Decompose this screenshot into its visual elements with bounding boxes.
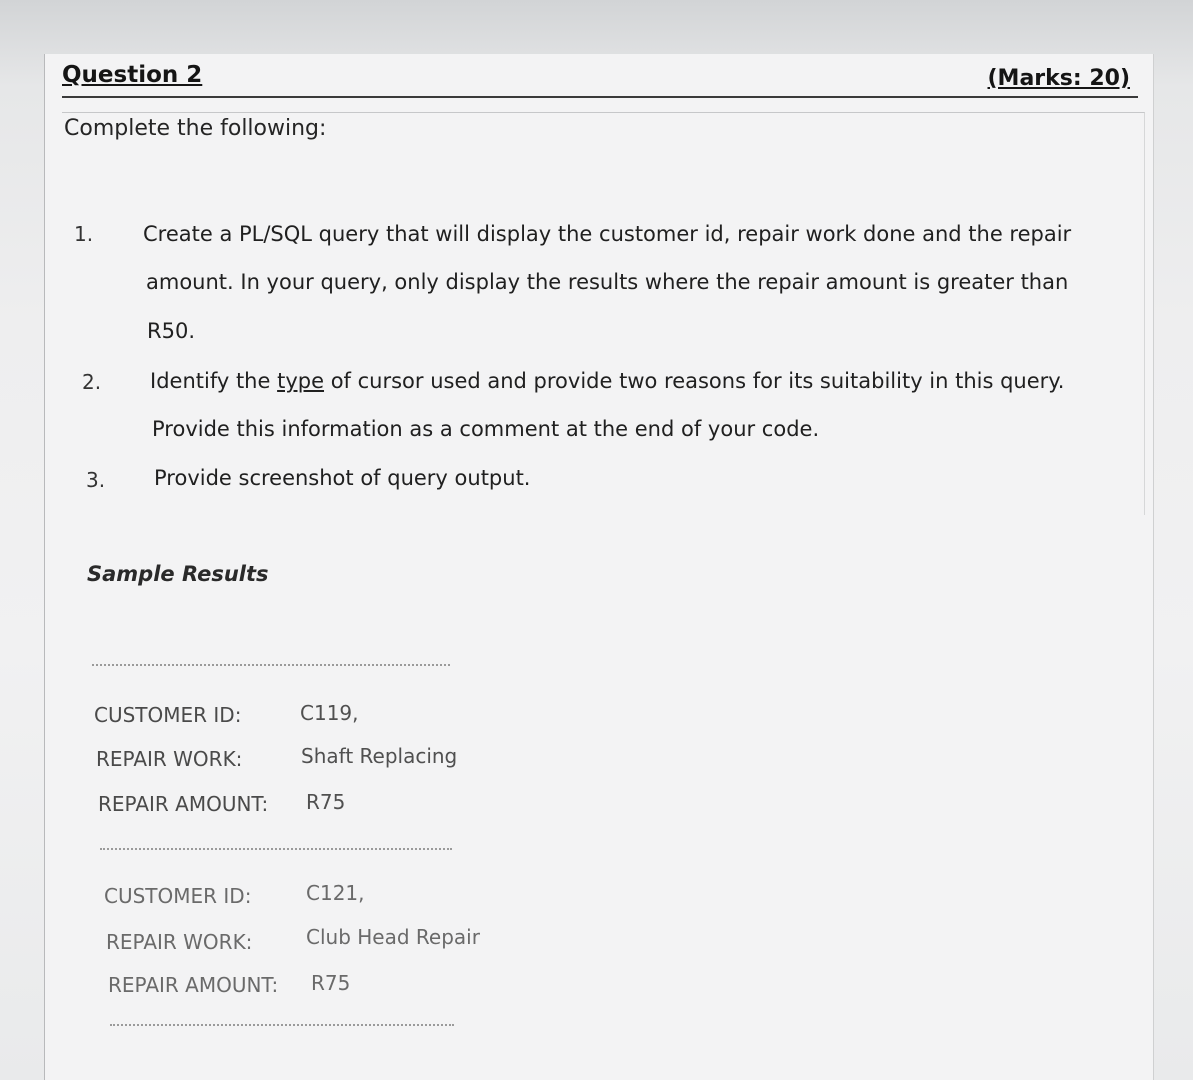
result-2-amount-value: R75 <box>311 971 351 995</box>
task-1-line-3: R50. <box>147 319 195 343</box>
task-1-number: 1. <box>74 222 94 246</box>
task-3-line-1: Provide screenshot of query output. <box>154 466 531 490</box>
question-header <box>62 60 1138 98</box>
result-1-customer-value: C119, <box>300 701 359 725</box>
task-2-number: 2. <box>82 370 102 394</box>
result-2-work-value: Club Head Repair <box>306 925 480 949</box>
result-1-work-value: Shaft Replacing <box>301 744 458 768</box>
separator-line <box>100 848 452 850</box>
instructions-intro: Complete the following: <box>64 116 327 141</box>
sample-results-title: Sample Results <box>87 562 269 586</box>
separator-line <box>92 664 450 666</box>
separator-line <box>110 1024 454 1026</box>
task-2-text-before: Identify the <box>150 369 278 393</box>
task-2-text-after: of cursor used and provide two reasons for its suitability in this query. <box>324 369 1065 393</box>
task-2-underlined-word: type <box>277 369 325 393</box>
task-2-line-1 <box>150 357 1064 405</box>
question-title: Question 2 <box>62 62 203 88</box>
result-2-amount-label: REPAIR AMOUNT: <box>108 973 279 997</box>
result-1-amount-value: R75 <box>306 790 346 814</box>
question-marks: (Marks: 20) <box>987 66 1130 91</box>
task-2-line-2: Provide this information as a comment at the end of your code. <box>152 417 820 441</box>
task-1-line-2: amount. In your query, only display the results where the repair amount is greater than <box>146 270 1069 294</box>
task-1-line-1: Create a PL/SQL query that will display the customer id, repair work done and the repair <box>143 222 1072 246</box>
result-1-customer-label: CUSTOMER ID: <box>94 703 242 727</box>
result-2-work-label: REPAIR WORK: <box>106 930 253 954</box>
result-2-customer-value: C121, <box>306 881 365 905</box>
task-3-number: 3. <box>86 468 106 492</box>
result-1-amount-label: REPAIR AMOUNT: <box>98 792 269 816</box>
result-1-work-label: REPAIR WORK: <box>96 747 243 771</box>
result-2-customer-label: CUSTOMER ID: <box>104 884 252 908</box>
